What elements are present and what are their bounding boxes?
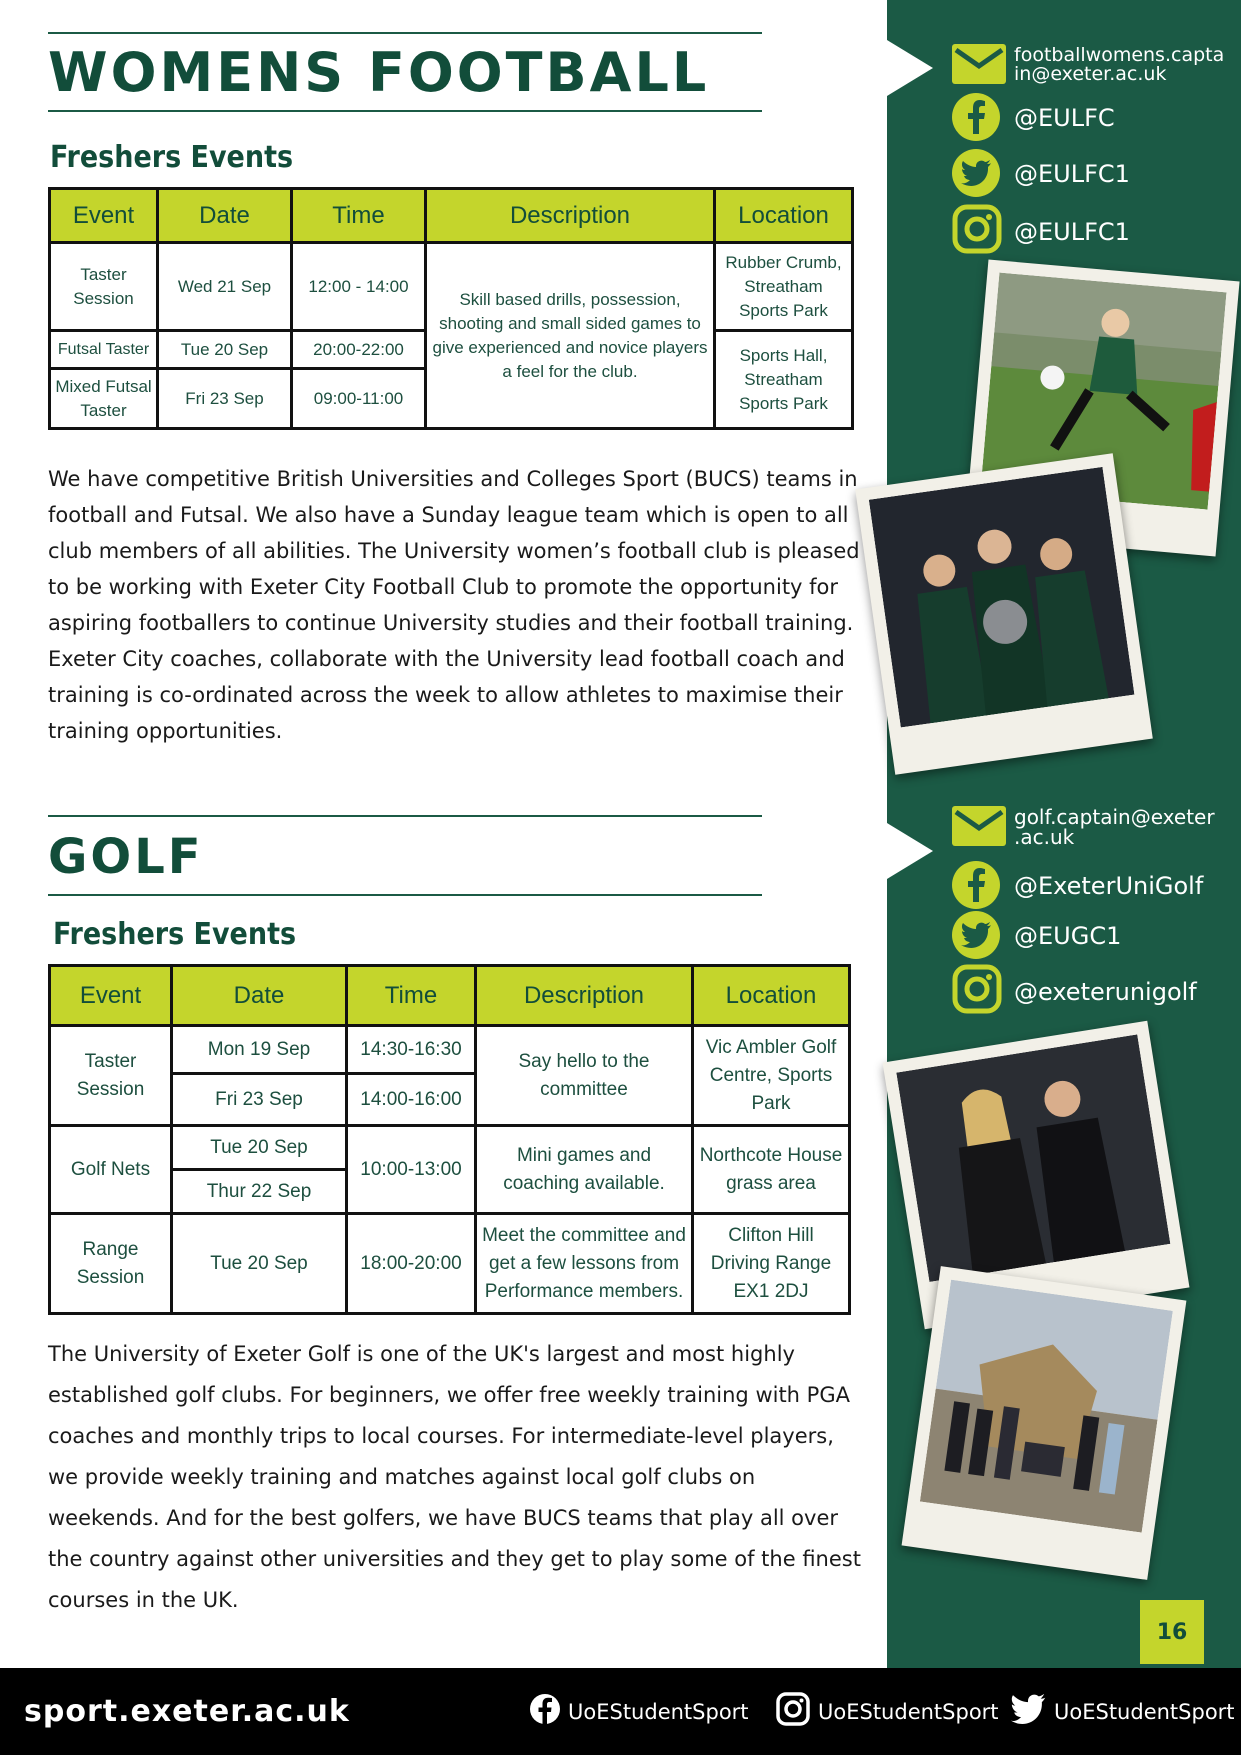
instagram-icon [952,204,1002,258]
section-title-football: WOMENS FOOTBALL [48,41,710,104]
cell-event: Golf Nets [50,1126,172,1214]
section-rule [48,32,762,34]
twitter-handle: @EUGC1 [1014,922,1122,950]
facebook-handle: @ExeterUniGolf [1014,872,1204,900]
cell-location: Sports Hall, Streatham Sports Park [715,331,853,429]
header-location: Location [693,966,850,1026]
cell-event: Mixed Futsal Taster [50,369,158,429]
mail-icon [952,42,1006,88]
football-events-table [48,187,854,430]
photo-football-team [855,453,1153,774]
golf-group-image [920,1280,1173,1533]
cell-event: Taster Session [50,243,158,331]
twitter-icon [1010,1694,1046,1729]
facebook-icon [952,861,1000,909]
photo-golf-group [902,1266,1187,1580]
cell-description: Skill based drills, possession, shooting and small sided games to give experienced and novice players a feel for the club. [426,243,715,429]
header-time: Time [292,189,426,243]
cell-location: Northcote House grass area [693,1126,850,1214]
footer [0,1668,1241,1755]
section-title-golf: GOLF [48,829,204,885]
footer-twitter-handle: UoEStudentSport [1054,1699,1235,1724]
page-number: 16 [1140,1600,1204,1664]
section-rule [48,110,762,112]
cell-location: Rubber Crumb, Streatham Sports Park [715,243,853,331]
email-line: in@exeter.ac.uk [1014,63,1167,85]
header-date: Date [158,189,292,243]
footer-facebook-link[interactable] [530,1668,749,1755]
cell-time: 10:00-13:00 [347,1126,476,1214]
footer-site-link[interactable]: sport.exeter.ac.uk [24,1694,350,1729]
cell-location: Clifton Hill Driving Range EX1 2DJ [693,1214,850,1314]
sidebar-pointer [887,40,933,96]
cell-date: Wed 21 Sep [158,243,292,331]
facebook-handle: @EULFC [1014,104,1115,132]
header-event: Event [50,966,172,1026]
footer-instagram-handle: UoEStudentSport [818,1699,999,1724]
header-description: Description [426,189,715,243]
golf-players-image [896,1034,1170,1282]
twitter-icon [952,911,1000,959]
twitter-icon [952,149,1000,197]
footer-facebook-handle: UoEStudentSport [568,1699,749,1724]
cell-event: Range Session [50,1214,172,1314]
cell-description: Mini games and coaching available. [476,1126,693,1214]
email-line: footballwomens.capta [1014,44,1225,66]
facebook-icon [952,93,1000,141]
mail-icon [952,804,1006,850]
table-row [50,243,853,331]
football-players-image [869,467,1135,728]
cell-date: Fri 23 Sep [172,1074,347,1126]
subtitle-freshers-golf: Freshers Events [53,917,297,952]
twitter-handle: @EULFC1 [1014,160,1130,188]
cell-time: 20:00-22:00 [292,331,426,369]
table-row [50,1214,850,1314]
football-body-text: We have competitive British Universities and Colleges Sport (BUCS) teams in football and Futsal. We also have a Sunday league team which is open to all club members of all abilities. The University women’s football club is pleased to be working with Exeter City Football Club to promote the opportunity for aspiring footballers to continue University studies and their football training. Exeter City coaches, collaborate with the University lead football coach and training is co-ordinated across the week to allow athletes to maximise their training opportunities. [48,467,860,743]
cell-time: 14:30-16:30 [347,1026,476,1074]
table-row [50,1026,850,1074]
header-date: Date [172,966,347,1026]
golf-events-table [48,964,851,1315]
cell-event: Taster Session [50,1026,172,1126]
cell-time: 18:00-20:00 [347,1214,476,1314]
cell-date: Tue 20 Sep [172,1214,347,1314]
section-rule [48,815,762,817]
footer-twitter-link[interactable] [1010,1668,1235,1755]
cell-time: 14:00-16:00 [347,1074,476,1126]
subtitle-freshers-football: Freshers Events [50,140,294,175]
header-location: Location [715,189,853,243]
instagram-handle: @EULFC1 [1014,218,1130,246]
cell-date: Tue 20 Sep [172,1126,347,1170]
facebook-icon [530,1694,560,1729]
cell-date: Thur 22 Sep [172,1170,347,1214]
table-row [50,1126,850,1170]
cell-time: 09:00-11:00 [292,369,426,429]
cell-date: Tue 20 Sep [158,331,292,369]
email-line: golf.captain@exeter [1014,805,1215,829]
header-event: Event [50,189,158,243]
instagram-icon [952,964,1002,1018]
cell-description: Meet the committee and get a few lessons from Performance members. [476,1214,693,1314]
section-rule [48,894,762,896]
cell-date: Mon 19 Sep [172,1026,347,1074]
cell-date: Fri 23 Sep [158,369,292,429]
instagram-handle: @exeterunigolf [1014,978,1197,1006]
footer-instagram-link[interactable] [776,1668,999,1755]
cell-description: Say hello to the committee [476,1026,693,1126]
sidebar-pointer [887,823,933,879]
email-line: .ac.uk [1014,825,1075,849]
cell-location: Vic Ambler Golf Centre, Sports Park [693,1026,850,1126]
cell-event: Futsal Taster [50,331,158,369]
header-description: Description [476,966,693,1026]
instagram-icon [776,1692,810,1731]
golf-body-text: The University of Exeter Golf is one of the UK's largest and most highly established golf clubs. For beginners, we offer free weekly training with PGA coaches and monthly trips to local courses. For intermediate-level players, we provide weekly training and matches against local golf clubs on weekends. And for the best golfers, we have BUCS teams that play all over the country against other universities and they get to play some of the finest courses in the UK. [48,1342,861,1612]
header-time: Time [347,966,476,1026]
cell-time: 12:00 - 14:00 [292,243,426,331]
